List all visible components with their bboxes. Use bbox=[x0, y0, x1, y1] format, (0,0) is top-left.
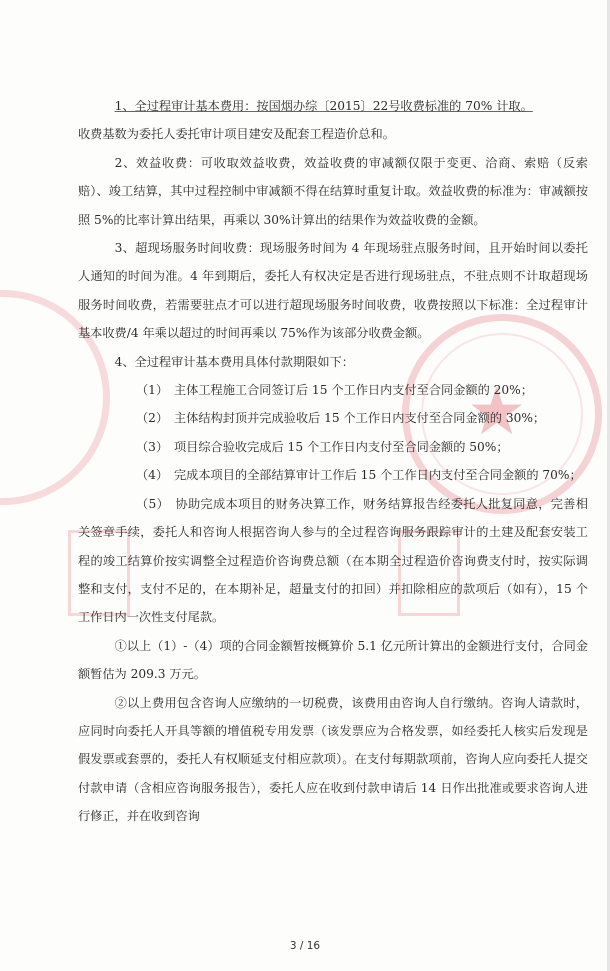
payment-item-2 bbox=[136, 404, 588, 432]
payment-item-4-text: 完成本项目的全部结算审计工作后 15 个工作日内支付至合同金额的 70%； bbox=[174, 468, 582, 483]
payment-item-2-text: 主体结构封顶并完成验收后 15 个工作日内支付至合同金额的 30%； bbox=[174, 411, 546, 426]
payment-item-1 bbox=[136, 376, 588, 404]
payment-item-1-number: （1） bbox=[136, 383, 169, 398]
page-indicator: 3 / 16 bbox=[289, 940, 321, 952]
payment-item-3 bbox=[136, 433, 588, 461]
document-body bbox=[78, 92, 588, 831]
payment-item-5: （5） 协助完成本项目的财务决算工作，财务结算报告经委托人批复同意，完善相关签章手续，委托人和咨询人根据咨询人参与的全过程咨询服务跟踪审计的土建及配套安装工程的竣工结算价按实调整全过程造价咨询费总额（在本期全过程造价咨询费支付时，按实际调整和支付，支付不足的，在本期补足，超量支付的扣回）并扣除相应的款项后（如有），15 个工作日内一次性支付尾款。 bbox=[78, 496, 588, 625]
note-1: ①以上（1）-（4）项的合同金额暂按概算价 5.1 亿元所计算出的金额进行支付，合同金额暂估为 209.3 万元。 bbox=[78, 638, 588, 682]
red-seal-star-icon: ★ bbox=[467, 373, 527, 450]
paragraph-1-line-2: 收费基数为委托人委托审计项目建安及配套工程造价总和。 bbox=[78, 127, 395, 142]
payment-item-1-text: 主体工程施工合同签订后 15 个工作日内支付至合同金额的 20%； bbox=[174, 383, 533, 398]
paragraph-2: 2、效益收费：可收取效益收费，效益收费的审减额仅限于变更、洽商、索赔（反索赔）、竣工结算，其中过程控制中审减额不得在结算时重复计取。效益收费的标准为：审减额按照 5%的比率计算出结果，再乘以 30%计算出的结果作为效益收费的金额。 bbox=[78, 155, 588, 227]
paragraph-3: 3、超现场服务时间收费：现场服务时间为 4 年现场驻点服务时间，且开始时间以委托人通知的时间为准。4 年到期后，委托人有权决定是否进行现场驻点，不驻点则不计取超现场服务时间收费，若需要驻点才可以进行超现场服务时间收费，收费按照以下标准：全过程审计基本收费/4 年乘以超过的时间再乘以 75%作为该部分收费金额。 bbox=[78, 241, 588, 341]
payment-item-4 bbox=[78, 461, 588, 489]
note-2: ②以上费用包含咨询人应缴纳的一切税费，该费用由咨询人自行缴纳。咨询人请款时，应同时向委托人开具等额的增值税专用发票（该发票应为合格发票，如经委托人核实后发现是假发票或套票的，委托人有权顺延支付相应款项）。在支付每期款项前，咨询人应向委托人提交付款申请（含相应咨询服务报告），委托人应在收到付款申请后 14 日作出批准或要求咨询人进行修正，并在收到咨询 bbox=[78, 695, 588, 824]
payment-item-3-number: （3） bbox=[136, 439, 169, 454]
payment-item-4-number: （4） bbox=[136, 468, 169, 483]
paragraph-1-line-1: 1、全过程审计基本费用：按国烟办综〔2015〕22号收费标准的 70% 计取。 bbox=[114, 99, 533, 113]
paragraph-4: 4、全过程审计基本费用具体付款期限如下： bbox=[114, 354, 354, 369]
payment-item-3-text: 项目综合验收完成后 15 个工作日内支付至合同金额的 50%； bbox=[174, 439, 509, 454]
paragraph-1 bbox=[78, 92, 588, 120]
page-footer bbox=[0, 938, 610, 954]
payment-item-2-number: （2） bbox=[136, 411, 169, 426]
